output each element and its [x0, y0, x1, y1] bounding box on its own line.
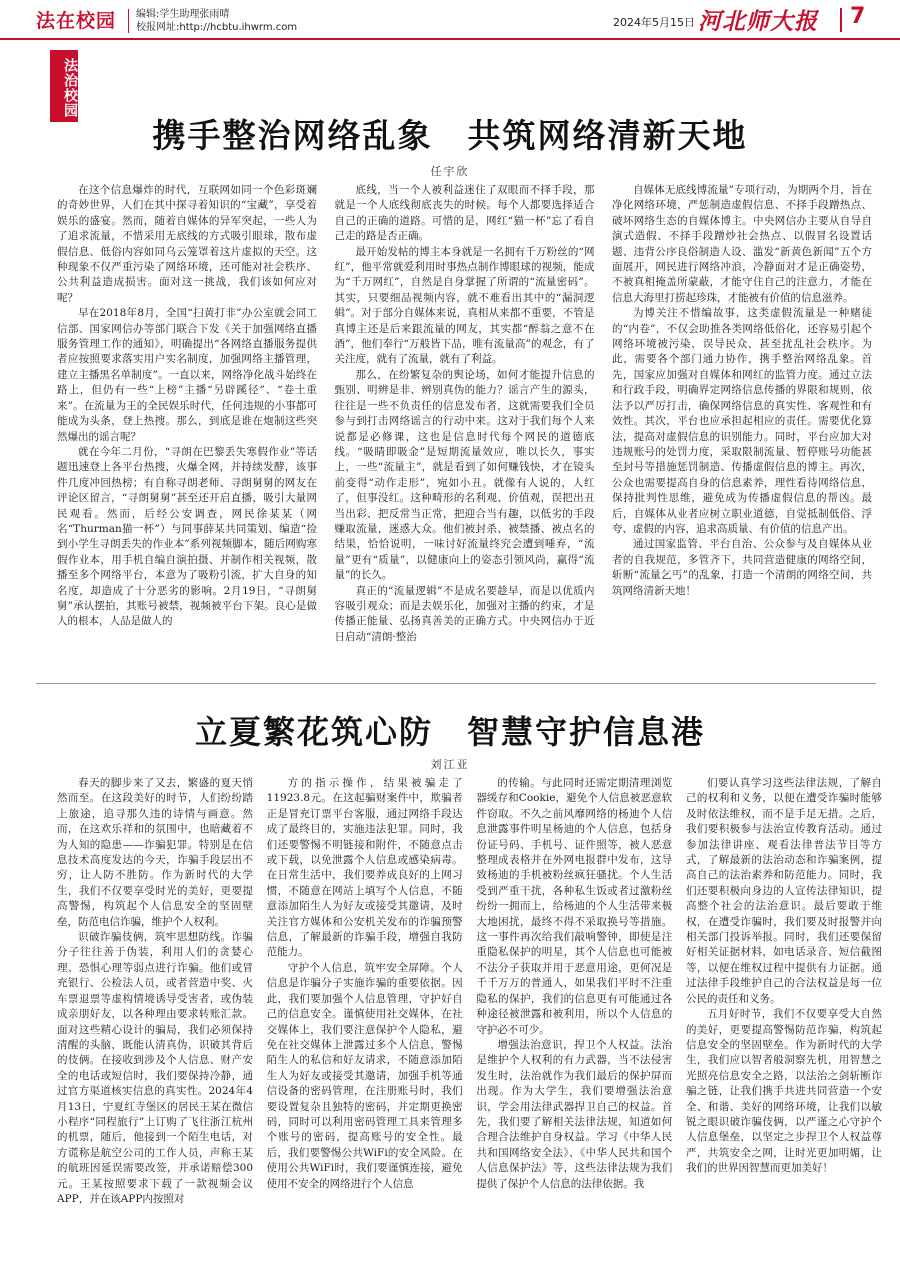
paragraph: 的传输。与此同时还需定期清理浏览器缓存和Cookie，避免个人信息被恶意软件窃取。不久之前风靡网络的杨迪个人信息泄露事件明星杨迪的个人信息，包括身份证号码、手机号、证件照等，被人恶意整理成表格并在外网电报群中发布，这导致杨迪的手机被粉丝疯狂骚扰。个人生活受到严重干扰，各种私生饭或者过激粉丝纷纷一拥而上，给杨迪的个人生活带来极大地困扰，最终不得不采取换号等措施。这一事件再次给我们敲响警钟，即使是注重隐私保护的明星，其个人信息也可能被不法分子获取并用于恶意用途，更何况是千千万万的普通人，如果我们平时不注重隐私的保护，我们的信息更有可能通过各种途径被泄露和被利用，所以个人信息的守护必不可少。 — [476, 777, 673, 1036]
paragraph: 那么，在纷繁复杂的舆论场，如何才能提升信息的甄别、明辨是非、辨别真伪的能力？谣言产生的源头，往往是一些不负责任的信息发布者，这就需要我们全员参与到打击网络谣言的行动中来。这对于我们每个人来说都是必修课，这也是信息时代每个网民的道德底线。“吸睛即吸金”是短期流量效应，唯以长久，事实上，一些“流量主”，就是看到了如何赚钱快，才在镜头前变得“动作走形”，宛如小丑。就像有人说的，人红了，但事没红。这种畸形的名利观、价值观，误把出丑当出彩、把反常当正常，把迎合当有趣，以低劣的手段赚取流量，迷惑大众。他们被封杀、被禁播、被点名的结果，恰恰说明，一味讨好流量终究会遭到唾弃，“流量”更有“质量”，以健康向上的姿态引领风尚，赢得“流量”的长久。 — [334, 368, 595, 582]
paragraph: 真正的“流量逻辑”不是成名要趁早，而是以优质内容吸引观众；而是去娱乐化，加强对主播的约束，才是传播正能量、弘扬真善美的正确方式。中央网信办于近日启动“清朗·整治 — [334, 584, 595, 643]
paragraph: 为博关注不惜编故事，这类虚假流量是一种赌徒的“内卷”，不仅会助推各类网络低俗化，还容易引起个网络环境被污染，误导民众，甚至扰乱社会秩序。为此，需要各个部门通力协作，携手整治网络乱象。首先，国家应加强对自媒体和网红的监管力度。通过立法和行政手段，明确界定网络信息传播的界限和规则，依法予以严厉打击，确保网络信息的真实性、客观性和有效性。其次，平台也应承担起相应的责任。需要优化算法，提高对虚假信息的识别能力。同时，平台应加大对违规账号的处罚力度，采取限制流量、暂停账号功能甚至封号等措施惩罚制造、传播虚假信息的博主。再次，公众也需要提高自身的信息素养，理性看待网络信息，保持批判性思维，避免成为传播虚假信息的帮凶。最后，自媒体从业者应树立职业道德，自觉抵制低俗、浮夸、虚假的内容，追求高质量、有价值的信息产出。 — [612, 307, 872, 535]
paragraph: 方的指示操作，结果被骗走了11923.8元。在这起骗财案件中，欺骗者正是冒充订票平台客服，通过网络手段达成了最终目的，实施违法犯罪。同时，我们还要警惕不明链接和附件，不随意点击或下载，以免泄露个人信息或感染病毒。在日常生活中，我们要养成良好的上网习惯，不随意在网站上填写个人信息，不随意添加陌生人为好友或接受其邀请，及时关注官方媒体和公安机关发布的诈骗预警信息，了解最新的诈骗手段，增强自我防范能力。 — [266, 777, 463, 959]
paragraph: 就在今年二月份，“寻朗在巴黎丢失寒假作业”等话题迅速登上各平台热搜，火爆全网，并持续发酵，该事件几度冲回热榜；有自称寻朗老师、寻朗舅舅的网友在评论区留言，“寻朗舅舅”甚至还开启直播，吸引大量网民观看。然而，后经公安调查，网民徐某某（网名“Thurman猫一杯”）与同事薛某共同策划、编造“捡到小学生寻朗丢失的作业本”系列视频脚本，随后网购寒假作业本，用手机自编自演拍摄、并制作相关视频，散播至多个网络平台，本意为了吸粉引流，扩大自身的知名度，却造成了十分恶劣的影响。2月19日，“寻朗舅舅”承认摆拍，其账号被禁，视频被平台下架。良心是做人的根本，人品是做人的 — [57, 445, 317, 628]
paragraph: 在这个信息爆炸的时代，互联网如同一个色彩斑斓的奇妙世界，人们在其中探寻着知识的“宝藏”，享受着娱乐的盛宴。然而，随着自媒体的异军突起，一些人为了追求流量，不惜采用无底线的方式吸引眼球，散布虚假信息、低俗内容如同乌云笼罩着这片虚拟的天空。这种现象不仅严重污染了网络环境，还可能对社会秩序、公共利益造成损害。面对这一挑战，我们该如何应对呢？ — [57, 184, 317, 304]
article-2-column — [476, 776, 672, 1264]
article-2-column — [57, 776, 253, 1264]
paper-logo: 河北师大报 — [698, 8, 818, 35]
article-separator — [36, 683, 876, 684]
editor-info — [136, 8, 297, 34]
article-1-body — [57, 183, 872, 673]
paragraph: 五月好时节，我们不仅要享受大自然的美好，更要提高警惕防范诈骗，构筑起信息安全的坚固壁垒。作为新时代的大学生，我们应以智者般洞察先机，用智慧之光照亮信息安全之路，以法治之剑斩断诈骗之链，让我们携手共进共同营造一个安全、和谐、美好的网络环境，让我们以敏锐之眼识破诈骗伎俩，以严谨之心守护个人信息堡垒，以坚定之步捍卫个人权益尊严，共筑安全之网，让时光更加明媚，让我们的世界因智慧而更加美好！ — [685, 1008, 882, 1175]
paragraph: 守护个人信息，筑牢安全屏障。个人信息是诈骗分子实施诈骗的重要依据。因此，我们要加强个人信息管理，守护好自己的信息安全。谨慎使用社交媒体，在社交媒体上，我们要注意保护个人隐私，避免在社交媒体上泄露过多个人信息，警惕陌生人的私信和好友请求，不随意添加陌生人为好友或接受其邀请，加强手机等通信设备的密码管理，在注册账号时，我们要设置复杂且独特的密码，并定期更换密码，同时可以利用密码管理工具来管理多个账号的密码，提高账号的安全性。最后，我们要警惕公共WiFi的安全风险。在使用公共WiFi时，我们要谨慎连接，避免使用不安全的网络进行个人信息 — [266, 961, 463, 1190]
article-1-column — [335, 183, 595, 673]
paragraph: 通过国家监管、平台自治、公众参与及自媒体从业者的自我规范，多管齐下，共同营造健康的网络空间，斩断“流量乞丐”的乱象，打造一个清朗的网络空间，共筑网络清新天地！ — [612, 538, 872, 597]
page-number: 7 — [850, 4, 866, 29]
paragraph: 最开始发帖的博主本身就是一名拥有千万粉丝的“网红”，他平常就爱利用时事热点制作博眼球的视频，能成为“千万网红”，自然是自身掌握了所谓的“流量密码”。其实，只要细品视频内容，就不难看出其中的“漏洞逻辑”。对于部分自媒体来说，真相从来都不重要，不管是真博主还是后来跟流量的网友，其实都“醉翁之意不在酒”，他们奉行“万般皆下品，唯有流量高”的观念，有了关注度，就有了流量，就有了利益。 — [334, 245, 595, 366]
editor-line: 编辑:学生助理张雨晴 — [136, 9, 230, 20]
paragraph: 们要认真学习这些法律法规，了解自己的权利和义务，以便在遭受诈骗时能够及时依法维权，而不是手足无措。之后，我们要积极参与法治宣传教育活动。通过参加法律讲座、观看法律普法节目等方式，了解最新的法治动态和诈骗案例，提高自己的法治素养和防范能力。同时，我们还要积极向身边的人宣传法律知识，提高整个社会的法治意识。最后要敢于维权，在遭受诈骗时，我们要及时报警并向相关部门投诉举报。同时，我们还要保留好相关证据材料，如电话录音、短信截图等，以便在维权过程中提供有力证据。通过法律手段维护自己的合法权益是每一位公民的责任和义务。 — [685, 777, 882, 1005]
article-1-column — [57, 183, 317, 673]
article-2-title: 立夏繁花筑心防 智慧守护信息港 — [194, 713, 705, 751]
paragraph: 春天的脚步来了又去，繁盛的夏天悄然而至。在这段美好的时节，人们纷纷踏上旅途，追寻那久违的诗情与画意。然而，在这欢乐祥和的氛围中，也暗藏着不为人知的隐患——诈骗犯罪。特别是在信息技术高度发达的今天，诈骗手段层出不穷，让人防不胜防。作为新时代的大学生，我们不仅要享受时光的美好，更要提高警惕，构筑起个人信息安全的坚固壁垒，防范电信诈骗，维护个人权利。 — [57, 777, 253, 928]
paragraph: 底线，当一个人被利益迷住了双眼而不择手段，那就是一个人底线彻底丧失的时候。每个人都要选择适合自己的正确的道路。可惜的是，网红“猫一杯”忘了看自己走的路是否正确。 — [334, 184, 595, 243]
article-1-title: 携手整治网络乱象 共筑网络清新天地 — [152, 116, 748, 155]
masthead-divider — [128, 9, 129, 33]
issue-date: 2024年5月15日 — [613, 16, 695, 29]
article-2-author: 刘江亚 — [430, 758, 470, 771]
proof-line: 校报网址:http://hcbtu.ihwrm.com — [136, 22, 298, 33]
paragraph: 识破诈骗伎俩，筑牢思想防线。诈骗分子往往善于伪装，利用人们的贪婪心理、恐惧心理等弱点进行诈骗。他们或冒充银行、公检法人员，或者营造中奖、火车票退票等虚构情境诱导受害者，或伪装成亲朋好友，以各种理由要求转账汇款。面对这些精心设计的骗局，我们必须保持清醒的头脑，既能认清真伪，识破其背后的伎俩。在接收到涉及个人信息、财产安全的电话或短信时，我们要保持冷静，通过官方渠道核实信息的真实性。2024年4月13日，宁夏红寺堡区的居民王某在微信小程序“同程旅行”上订购了飞往浙江杭州的机票，随后，他接到一个陌生电话，对方谎称是航空公司的工作人员，声称王某的航班因延误需要改签，并承诺赔偿300元。王某按照要求下载了一款视频会议APP，并在该APP内按照对 — [57, 931, 253, 1205]
article-1-column — [612, 183, 872, 673]
masthead — [0, 0, 900, 40]
paragraph: 增强法治意识，捍卫个人权益。法治是维护个人权利的有力武器，当不法侵害发生时，法治就作为我们最后的保护屏而出现。作为大学生，我们要增强法治意识，学会用法律武器捍卫自己的权益。首先，我们要了解相关法律法规，知道如何合理合法维护自身权益。学习《中华人民共和国网络安全法》、《中华人民共和国个人信息保护法》等，这些法律法规为我们提供了保护个人信息的法律依据。我 — [476, 1038, 673, 1190]
article-2-column — [267, 776, 463, 1264]
article-1-author: 任宇欣 — [430, 165, 470, 178]
article-2-column — [686, 776, 882, 1264]
paragraph: 早在2018年8月，全国“扫黄打非”办公室就会同工信部、国家网信办等部门联合下发《关于加强网络直播服务管理工作的通知》，明确提出“各网络直播服务提供者应按照要求落实用户实名制度，加强网络主播管理，建立主播黑名单制度”。一直以来，网络净化战斗始终在路上，但仍有一些“上榜”主播“另辟蹊径”、“卷土重来”。在流量为王的全民娱乐时代，任何违规的小事都可能成为头条，登上热搜。那么，到底是谁在炮制这些突然爆出的谣言呢？ — [57, 307, 317, 443]
page-number-divider — [840, 8, 842, 32]
section-name: 法在校园 — [36, 10, 117, 32]
section-tag: 法治校园 — [50, 50, 78, 122]
article-2-body — [57, 776, 882, 1264]
paragraph: 自媒体无底线博流量”专项行动，为期两个月，旨在净化网络环境，严惩制造虚假信息、不择手段蹭热点、破坏网络生态的自媒体博主。中央网信办主要从自导自演式造假、不择手段蹭炒社会热点、以假冒名设置话题、违背公序良俗制造人设、滥发“新黄色新闻”五个方面展开，网民进行网络冲浪，冷静面对才是正确姿势，不被真相掩盖所蒙蔽，才能守住自己的注意力，才能在信息大海里打捞起珍珠，才能被有价值的信息滋养。 — [612, 184, 872, 304]
